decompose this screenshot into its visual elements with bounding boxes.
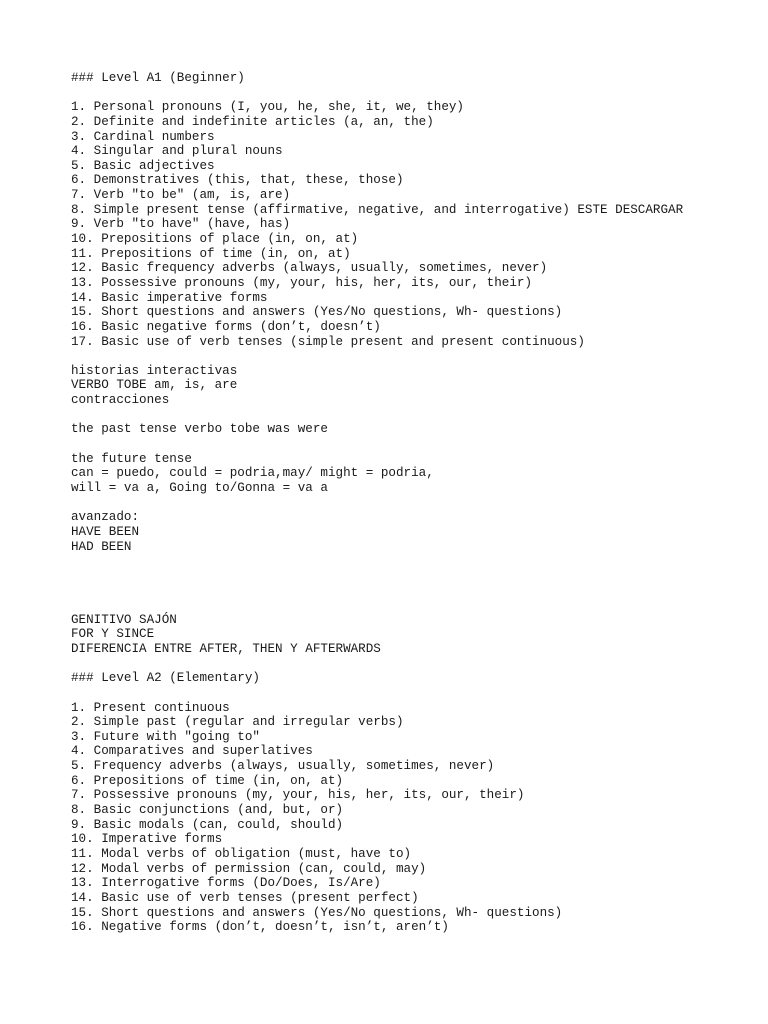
list-item: 5. Basic adjectives (71, 158, 215, 173)
blank-line (71, 437, 731, 452)
list-item: 13. Possessive pronouns (my, your, his, her, its, our, their) (71, 275, 533, 290)
list-item: 16. Basic negative forms (don’t, doesn’t) (71, 319, 381, 334)
blank-line (71, 349, 731, 364)
section-heading: ### Level A2 (Elementary) (71, 671, 260, 686)
blank-line (71, 569, 731, 584)
list-item: 4. Comparatives and superlatives (71, 744, 313, 759)
list-item: 3. Future with "going to" (71, 729, 260, 744)
list-item: 1. Personal pronouns (I, you, he, she, it, we, they) (71, 100, 464, 115)
list-item: 8. Basic conjunctions (and, but, or) (71, 803, 344, 818)
list-item: 11. Modal verbs of obligation (must, have to) (71, 846, 412, 861)
text-line: contracciones (71, 393, 170, 408)
text-line: VERBO TOBE am, is, are (71, 378, 238, 393)
section-heading: ### Level A1 (Beginner) (71, 71, 245, 85)
blank-line (71, 554, 731, 569)
text-line: the past tense verbo tobe was were (71, 422, 328, 437)
list-item: 8. Simple present tense (affirmative, negative, and interrogative) ESTE DESCARGAR (71, 202, 684, 217)
list-item: 10. Prepositions of place (in, on, at) (71, 232, 359, 247)
list-item: 17. Basic use of verb tenses (simple present and present continuous) (71, 334, 585, 349)
document-body (71, 71, 731, 935)
list-item: 6. Prepositions of time (in, on, at) (71, 773, 344, 788)
list-item: 16. Negative forms (don’t, doesn’t, isn’t, aren’t) (71, 920, 449, 935)
list-item: 2. Definite and indefinite articles (a, an, the) (71, 114, 434, 129)
blank-line (71, 583, 731, 598)
text-line: the future tense (71, 451, 192, 466)
text-line: will = va a, Going to/Gonna = va a (71, 480, 328, 495)
list-item: 5. Frequency adverbs (always, usually, sometimes, never) (71, 759, 495, 774)
text-line: HAD BEEN (71, 539, 132, 554)
list-item: 15. Short questions and answers (Yes/No questions, Wh- questions) (71, 905, 563, 920)
list-item: 12. Modal verbs of permission (can, could, may) (71, 861, 427, 876)
blank-line (71, 408, 731, 423)
list-item: 7. Possessive pronouns (my, your, his, her, its, our, their) (71, 788, 525, 803)
list-item: 11. Prepositions of time (in, on, at) (71, 246, 351, 261)
list-item: 2. Simple past (regular and irregular verbs) (71, 715, 404, 730)
blank-line (71, 496, 731, 511)
list-item: 1. Present continuous (71, 700, 230, 715)
list-item: 12. Basic frequency adverbs (always, usually, sometimes, never) (71, 261, 548, 276)
text-line: historias interactivas (71, 363, 238, 378)
list-item: 10. Imperative forms (71, 832, 223, 847)
list-item: 14. Basic use of verb tenses (present perfect) (71, 890, 419, 905)
blank-line (71, 86, 731, 101)
list-item: 3. Cardinal numbers (71, 129, 215, 144)
list-item: 7. Verb "to be" (am, is, are) (71, 188, 291, 203)
list-item: 9. Verb "to have" (have, has) (71, 217, 291, 232)
list-item: 15. Short questions and answers (Yes/No questions, Wh- questions) (71, 305, 563, 320)
text-line: avanzado: (71, 510, 140, 525)
list-item: 13. Interrogative forms (Do/Does, Is/Are) (71, 876, 381, 891)
text-line: HAVE BEEN (71, 524, 140, 539)
list-item: 6. Demonstratives (this, that, these, those) (71, 173, 404, 188)
text-line: FOR Y SINCE (71, 627, 155, 642)
text-line: GENITIVO SAJÓN (71, 612, 177, 627)
blank-line (71, 686, 731, 701)
text-line: DIFERENCIA ENTRE AFTER, THEN Y AFTERWARDS (71, 641, 381, 656)
list-item: 14. Basic imperative forms (71, 290, 268, 305)
blank-line (71, 657, 731, 672)
list-item: 4. Singular and plural nouns (71, 144, 283, 159)
text-line: can = puedo, could = podria,may/ might = podria, (71, 466, 434, 481)
list-item: 9. Basic modals (can, could, should) (71, 817, 344, 832)
blank-line (71, 598, 731, 613)
